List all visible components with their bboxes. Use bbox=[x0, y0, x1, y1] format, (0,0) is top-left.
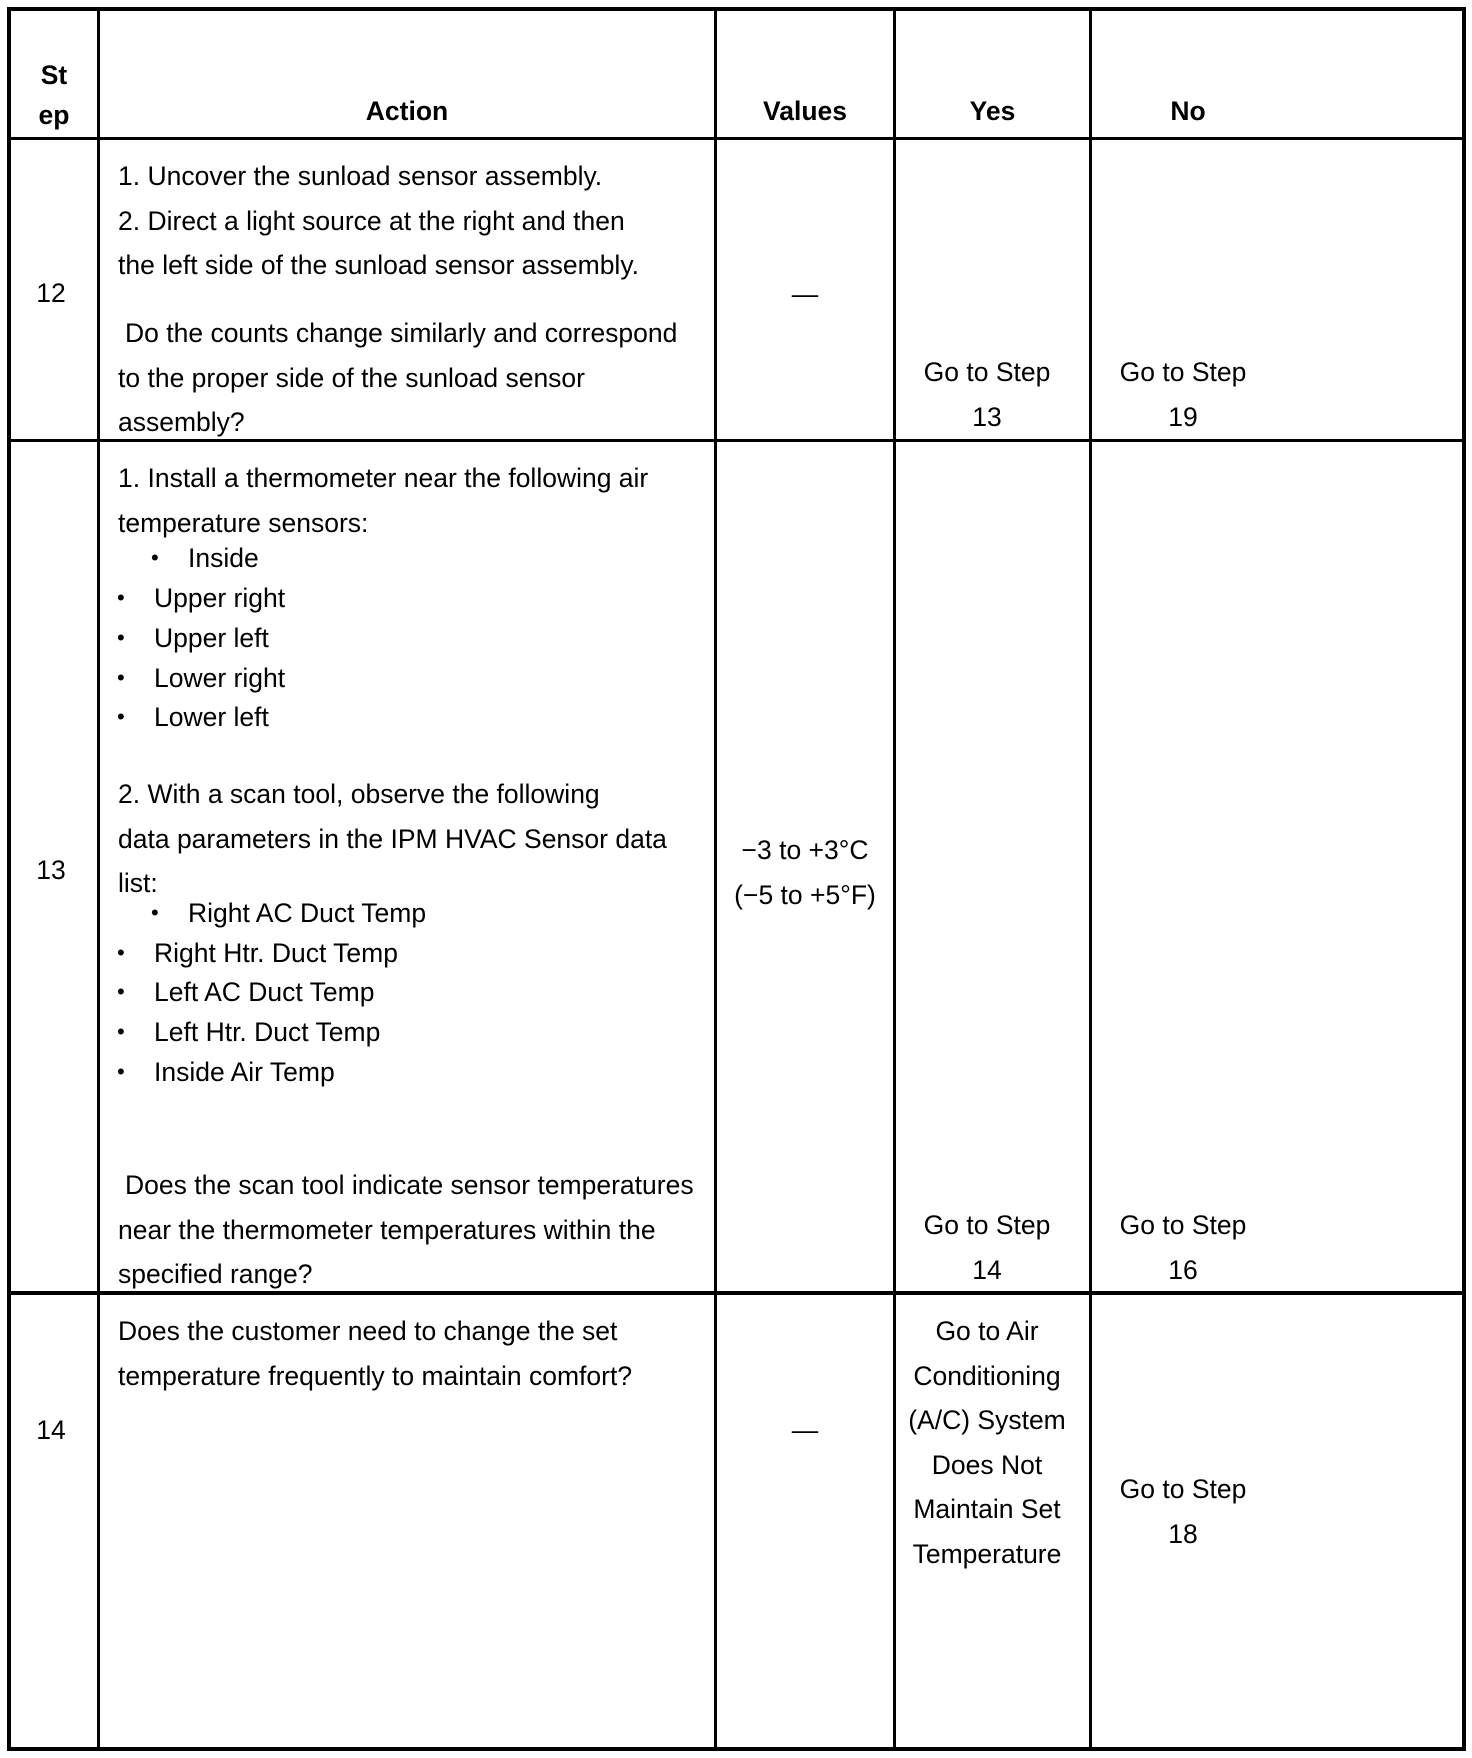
no-link[interactable]: Go to Step 18 bbox=[1119, 1474, 1247, 1549]
action-text: 1. Install a thermometer near the following air temperature sensors: bbox=[118, 463, 649, 538]
step-number: 14 bbox=[36, 1415, 66, 1445]
yes-link[interactable]: Go to Air Conditioning (A/C) System Does Not Maintain Set Temperature bbox=[908, 1316, 1066, 1569]
bullet: • bbox=[151, 545, 159, 570]
bullet: • bbox=[117, 704, 125, 729]
row-divider bbox=[11, 137, 1462, 140]
header-step: St ep bbox=[38, 60, 70, 130]
list-item: Inside bbox=[188, 543, 259, 573]
bullet: • bbox=[117, 979, 125, 1004]
diagnostic-table bbox=[7, 7, 1466, 1751]
no-link[interactable]: Go to Step 19 bbox=[1119, 357, 1247, 432]
header-values: Values bbox=[763, 96, 847, 126]
list-item: Right Htr. Duct Temp bbox=[154, 938, 398, 968]
list-item: Lower right bbox=[154, 663, 286, 693]
bullet: • bbox=[151, 900, 159, 925]
bullet: • bbox=[117, 625, 125, 650]
yes-link[interactable]: Go to Step 13 bbox=[923, 357, 1051, 432]
bullet: • bbox=[117, 1059, 125, 1084]
value-text: — bbox=[791, 279, 819, 309]
list-item: Left Htr. Duct Temp bbox=[154, 1017, 381, 1047]
bullet: • bbox=[117, 585, 125, 610]
list-item: Upper right bbox=[154, 583, 286, 613]
list-item: Upper left bbox=[154, 623, 269, 653]
action-text: 1. Uncover the sunload sensor assembly. 2. Direct a light source at the right and then the left side of the sunload sensor assembly. bbox=[118, 161, 639, 280]
header-no: No bbox=[1170, 96, 1206, 126]
step-number: 13 bbox=[36, 855, 66, 885]
action-text: Does the customer need to change the set temperature frequently to maintain comfort? bbox=[118, 1316, 633, 1391]
header-yes: Yes bbox=[969, 96, 1016, 126]
value-text: — bbox=[791, 1415, 819, 1445]
action-text: 2. With a scan tool, observe the following data parameters in the IPM HVAC Sensor data list: bbox=[118, 779, 667, 898]
question-text: Do the counts change similarly and correspond to the proper side of the sunload sensor assembly? bbox=[118, 318, 678, 437]
no-link[interactable]: Go to Step 16 bbox=[1119, 1210, 1247, 1285]
bullet: • bbox=[117, 940, 125, 965]
value-text: −3 to +3°C (−5 to +5°F) bbox=[734, 835, 876, 910]
list-item: Left AC Duct Temp bbox=[154, 977, 375, 1007]
list-item: Inside Air Temp bbox=[154, 1057, 335, 1087]
yes-link[interactable]: Go to Step 14 bbox=[923, 1210, 1051, 1285]
bullet: • bbox=[117, 1019, 125, 1044]
step-number: 12 bbox=[36, 278, 66, 308]
question-text: Does the scan tool indicate sensor temperatures near the thermometer temperatures within the specified range? bbox=[118, 1170, 694, 1289]
col-divider bbox=[97, 11, 100, 1747]
header-action: Action bbox=[365, 96, 449, 126]
list-item: Right AC Duct Temp bbox=[188, 898, 427, 928]
list-item: Lower left bbox=[154, 702, 269, 732]
bullet: • bbox=[117, 665, 125, 690]
